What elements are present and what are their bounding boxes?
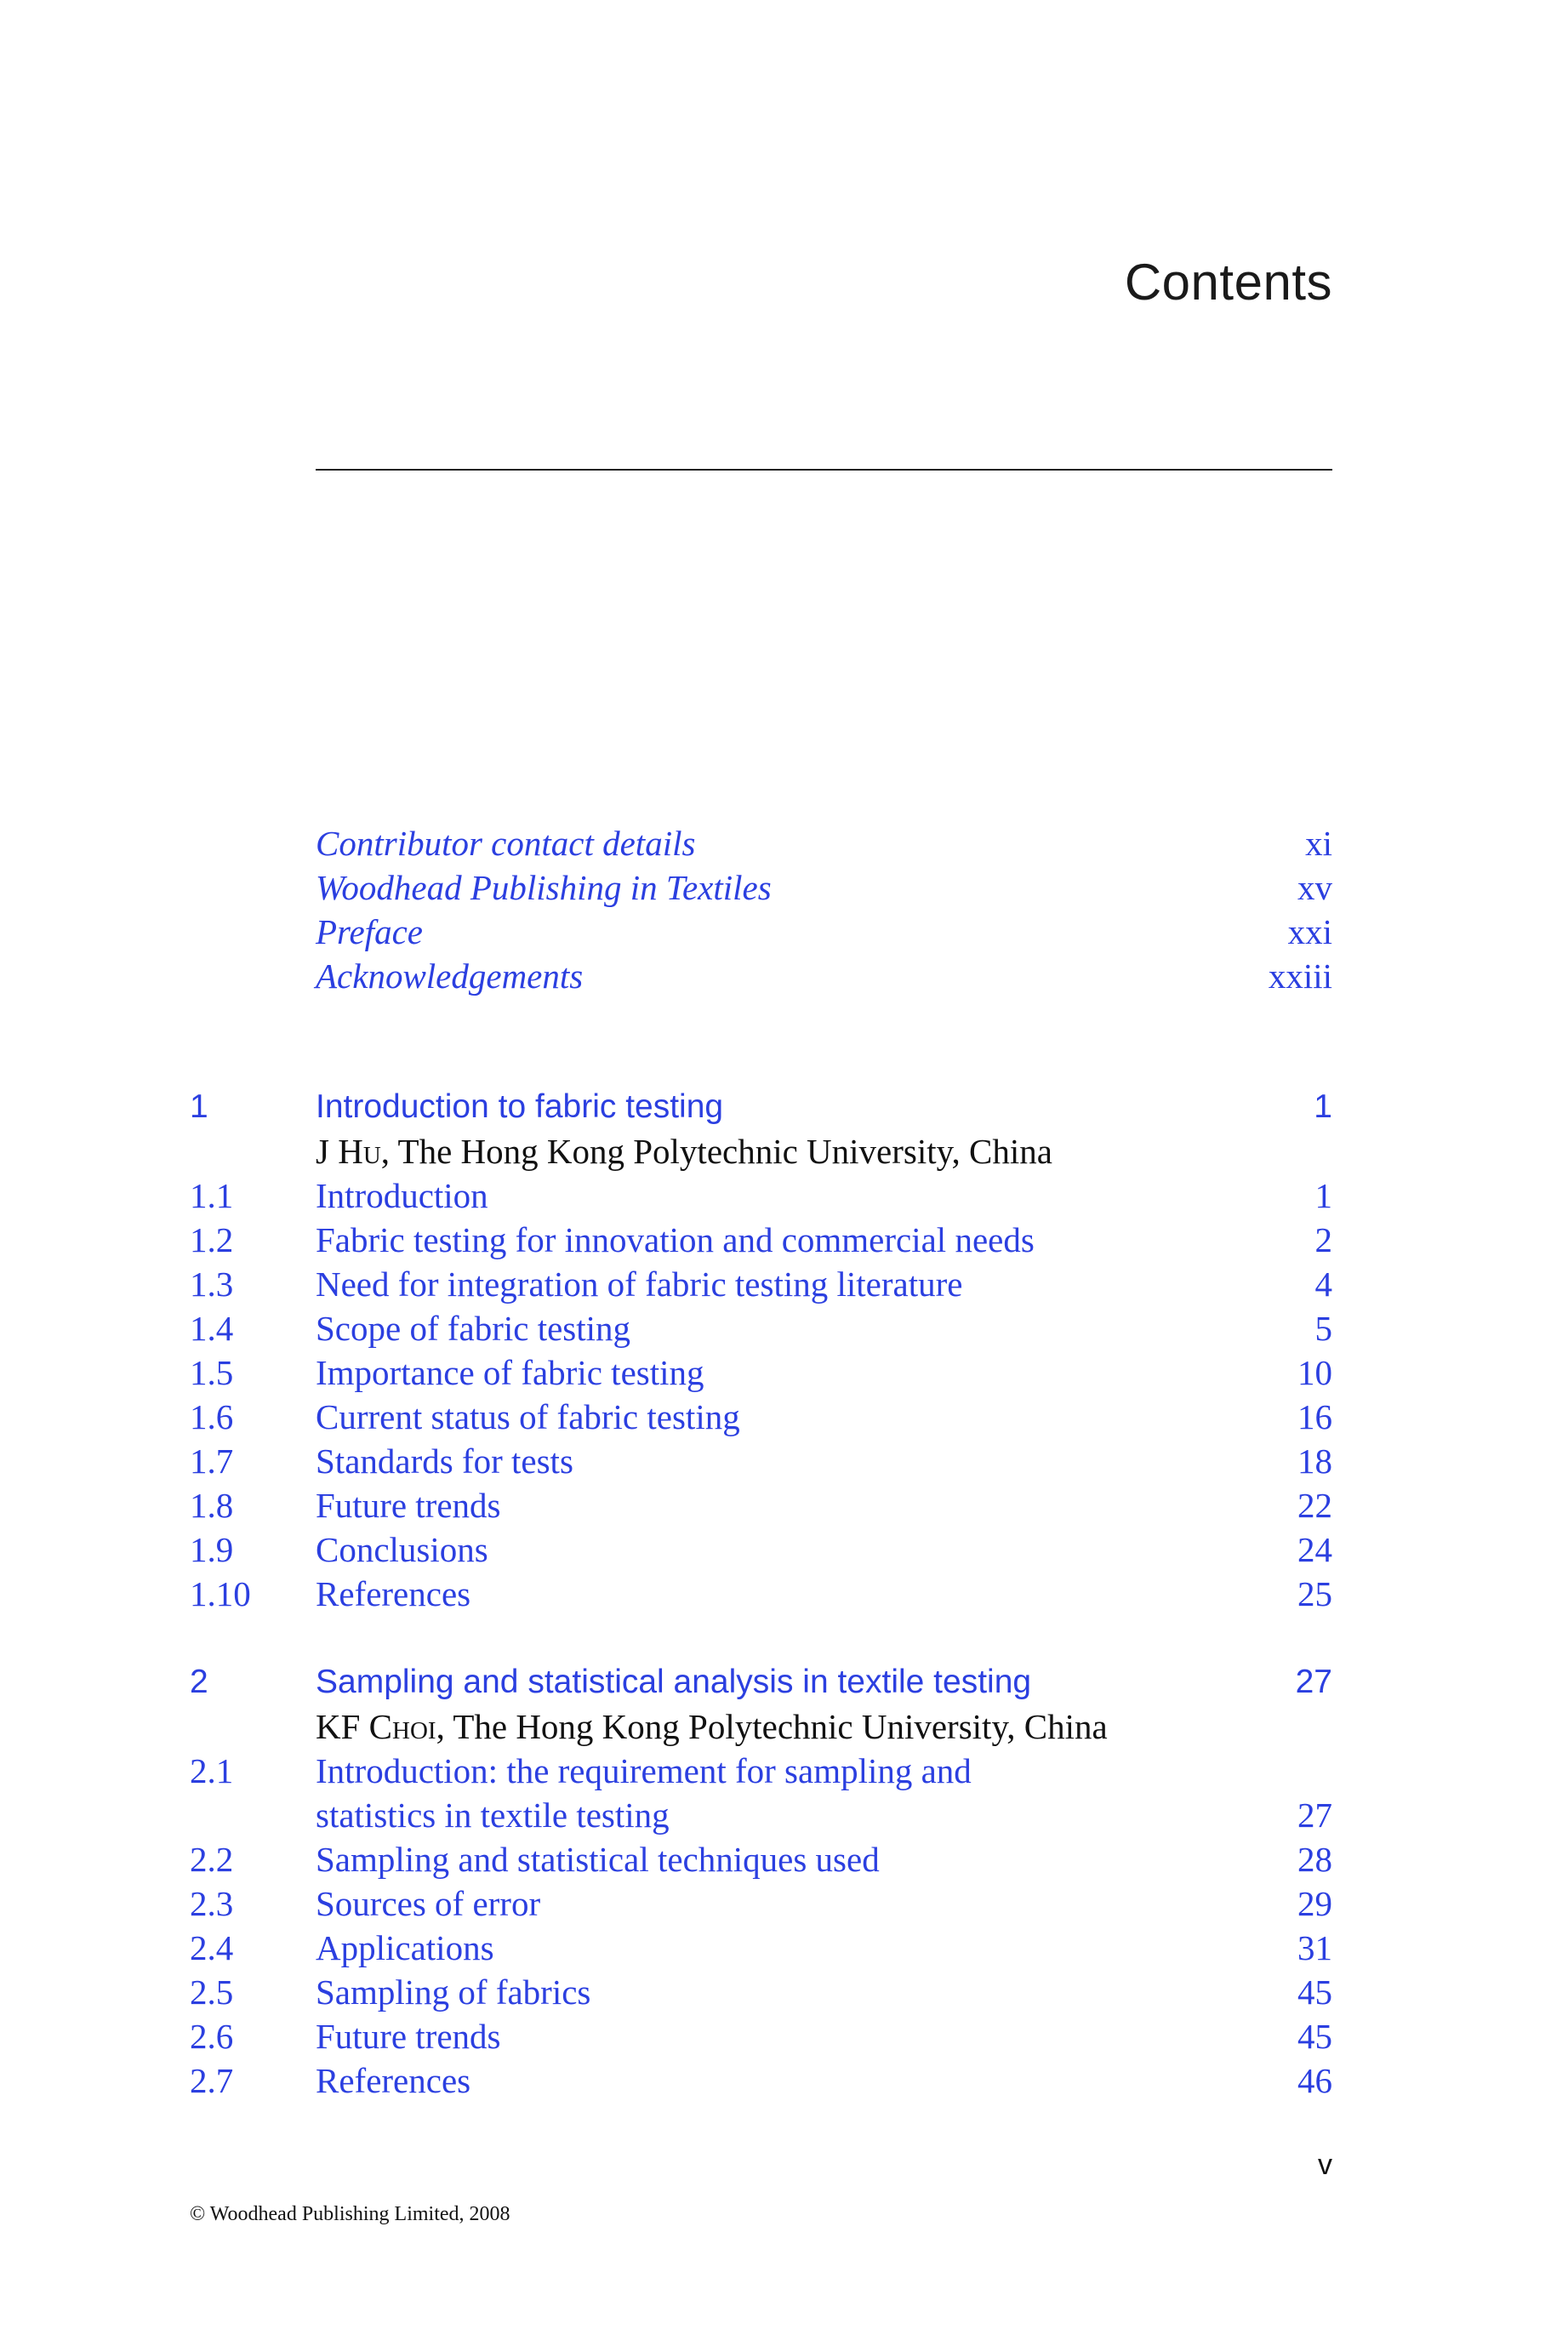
toc-section[interactable] [190, 1749, 1332, 1793]
chapter-number: 2 [190, 1664, 208, 1700]
toc-section[interactable] [190, 1350, 1332, 1395]
section-page: 29 [1297, 1884, 1332, 1923]
section-page: 18 [1297, 1441, 1332, 1481]
section-number: 2.3 [190, 1884, 234, 1923]
section-number: 1.4 [190, 1309, 234, 1348]
toc-section[interactable] [190, 1970, 1332, 2014]
toc-entry-page: xi [1305, 824, 1332, 863]
chapter-author [190, 1704, 1332, 1749]
section-number: 1.2 [190, 1220, 234, 1259]
section-title: Future trends [316, 1486, 501, 1525]
section-number: 1.5 [190, 1353, 234, 1392]
section-page: 2 [1314, 1220, 1332, 1259]
section-page: 16 [1297, 1397, 1332, 1436]
section-title: Sources of error [316, 1884, 541, 1923]
author-affiliation: , The Hong Kong Polytechnic University, China [380, 1132, 1052, 1171]
section-title: Fabric testing for innovation and commercial needs [316, 1220, 1035, 1259]
section-number: 2.7 [190, 2061, 234, 2100]
section-title: Sampling and statistical techniques used [316, 1840, 880, 1879]
chapter-title: Introduction to fabric testing [316, 1088, 724, 1125]
toc-section[interactable] [190, 1395, 1332, 1439]
section-number: 1.6 [190, 1397, 234, 1436]
toc-section[interactable] [190, 1173, 1332, 1218]
toc-section[interactable] [190, 2058, 1332, 2103]
section-title: Importance of fabric testing [316, 1353, 704, 1392]
section-number: 2.1 [190, 1751, 234, 1790]
toc-section[interactable] [190, 1262, 1332, 1306]
toc-entry-series[interactable] [190, 865, 1332, 910]
author-affiliation: , The Hong Kong Polytechnic University, China [436, 1707, 1108, 1746]
toc-entry-acknowledgements[interactable] [190, 954, 1332, 998]
section-title: Standards for tests [316, 1441, 573, 1481]
toc-entry-contributors[interactable] [190, 821, 1332, 865]
toc-entry-label: Acknowledgements [316, 956, 584, 996]
toc-entry-preface[interactable] [190, 910, 1332, 954]
section-number: 2.6 [190, 2017, 234, 2056]
toc-section[interactable] [190, 1218, 1332, 1262]
section-page: 5 [1314, 1309, 1332, 1348]
toc-section[interactable] [190, 1926, 1332, 1970]
toc-section[interactable] [190, 1439, 1332, 1483]
section-page: 31 [1297, 1928, 1332, 1967]
chapter-author [190, 1129, 1332, 1173]
section-number: 2.4 [190, 1928, 234, 1967]
toc-entry-label: Woodhead Publishing in Textiles [316, 868, 772, 907]
author-name: KF Choi [316, 1707, 436, 1746]
section-page: 10 [1297, 1353, 1332, 1392]
section-number: 2.2 [190, 1840, 234, 1879]
section-number: 1.8 [190, 1486, 234, 1525]
section-title: References [316, 1574, 471, 1613]
chapter-page: 1 [1314, 1088, 1332, 1125]
toc-section[interactable] [190, 1881, 1332, 1926]
toc-section[interactable] [190, 1306, 1332, 1350]
toc-section[interactable] [190, 1483, 1332, 1527]
toc-section[interactable] [190, 2014, 1332, 2058]
toc-section[interactable] [190, 1527, 1332, 1572]
section-title: Introduction: the requirement for sampling and [316, 1751, 972, 1790]
chapter-page: 27 [1295, 1664, 1332, 1700]
page-number: v [1318, 2149, 1332, 2181]
section-title: Applications [316, 1928, 494, 1967]
section-title: Introduction [316, 1176, 488, 1215]
section-title: Sampling of fabrics [316, 1972, 591, 2012]
section-page: 45 [1297, 1972, 1332, 2012]
section-page: 28 [1297, 1840, 1332, 1879]
section-title: Scope of fabric testing [316, 1309, 631, 1348]
title-rule [316, 469, 1332, 471]
section-page: 25 [1297, 1574, 1332, 1613]
section-page: 24 [1297, 1530, 1332, 1569]
copyright-notice: © Woodhead Publishing Limited, 2008 [190, 2203, 510, 2225]
toc-entry-label: Preface [316, 912, 423, 951]
section-page: 4 [1314, 1264, 1332, 1304]
section-page: 45 [1297, 2017, 1332, 2056]
chapter-number: 1 [190, 1088, 208, 1125]
toc-section-continuation[interactable] [190, 1793, 1332, 1837]
section-number: 1.10 [190, 1574, 251, 1613]
section-number: 1.9 [190, 1530, 234, 1569]
toc-section[interactable] [190, 1572, 1332, 1616]
section-page: 22 [1297, 1486, 1332, 1525]
section-number: 1.7 [190, 1441, 234, 1481]
section-title: References [316, 2061, 471, 2100]
chapter-title: Sampling and statistical analysis in textile testing [316, 1664, 1032, 1700]
section-number: 1.1 [190, 1176, 234, 1215]
toc-entry-label: Contributor contact details [316, 824, 696, 863]
section-title: Conclusions [316, 1530, 488, 1569]
toc-entry-page: xv [1297, 868, 1332, 907]
section-page: 1 [1314, 1176, 1332, 1215]
toc-chapter-2[interactable] [190, 1660, 1332, 1704]
toc-section[interactable] [190, 1837, 1332, 1881]
section-title-continued: statistics in textile testing [316, 1795, 670, 1835]
section-page: 46 [1297, 2061, 1332, 2100]
author-name: J Hu [316, 1132, 381, 1171]
section-title: Current status of fabric testing [316, 1397, 740, 1436]
toc-chapter-1[interactable] [190, 1085, 1332, 1129]
section-title: Future trends [316, 2017, 501, 2056]
section-page: 27 [1297, 1795, 1332, 1835]
toc-entry-page: xxiii [1268, 956, 1332, 996]
section-number: 2.5 [190, 1972, 234, 2012]
section-number: 1.3 [190, 1264, 234, 1304]
section-title: Need for integration of fabric testing literature [316, 1264, 963, 1304]
page-title: Contents [1124, 254, 1332, 311]
toc-entry-page: xxi [1287, 912, 1332, 951]
